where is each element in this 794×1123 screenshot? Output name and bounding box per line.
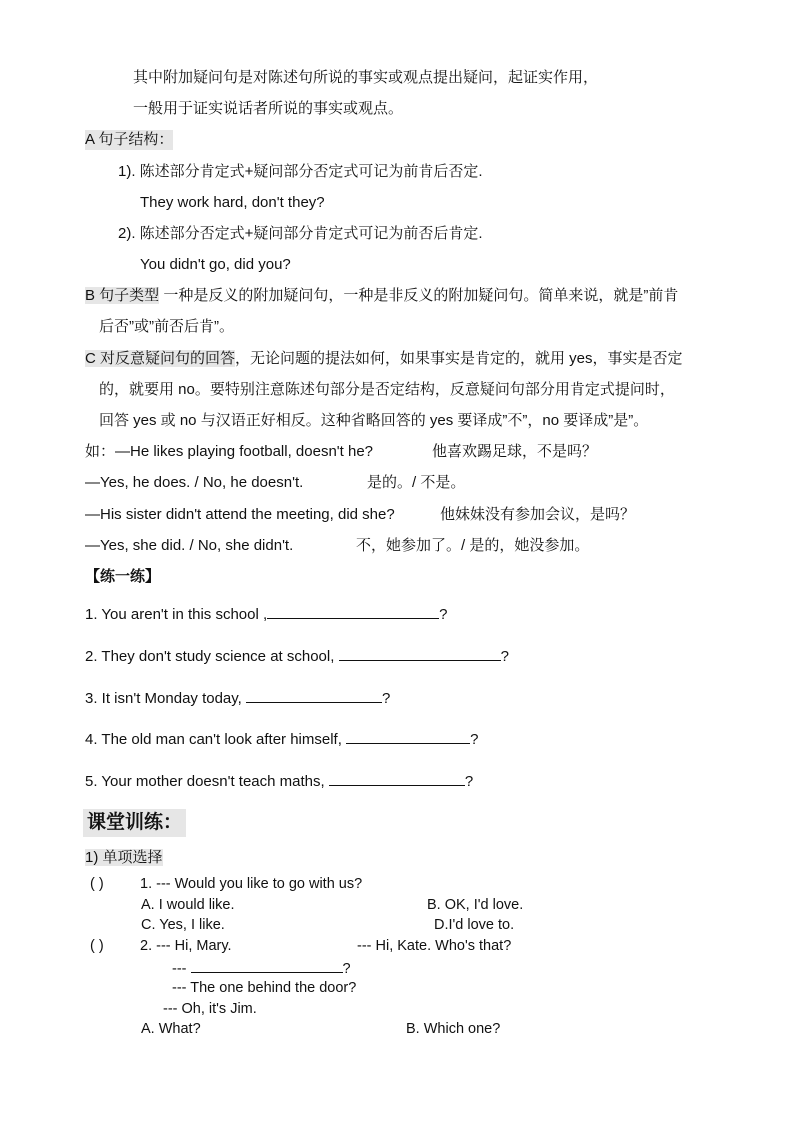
answer-blank-3[interactable] [246, 687, 382, 703]
q2-blank-line: --- ? [172, 957, 351, 979]
practice-heading: 【练一练】 [85, 568, 161, 585]
practice-item-2: 2. They don't study science at school, ? [85, 645, 509, 667]
section-a-item-1: 1). 陈述部分肯定式+疑问部分否定式可记为前肯后否定. [118, 163, 483, 180]
practice-item-4: 4. The old man can't look after himself, ? [85, 728, 478, 750]
section-c-line-3: 回答 yes 或 no 与汉语正好相反。这种省略回答的 yes 要译成”不”，no 要译成”是”。 [99, 412, 649, 429]
example-en-1: 如：—He likes playing football, doesn't he? [85, 443, 374, 460]
section-c-line-2: 的，就要用 no。要特别注意陈述句部分是否定结构，反意疑问句部分用肯定式提问时， [99, 381, 675, 398]
q2-stem: 2. --- Hi, Mary. [140, 938, 232, 954]
section-a-heading: A 句子结构： [85, 131, 174, 148]
section-b-line-2: 后否”或”前否后肯”。 [99, 318, 234, 335]
section-c-line-1 [85, 349, 683, 369]
example-zh-3: 他妹妹没有参加会议，是吗？ [440, 506, 636, 523]
section-a-item-2: 2). 陈述部分否定式+疑问部分肯定式可记为前否后肯定. [118, 225, 483, 242]
example-zh-4: 不，她参加了。/ 是的，她没参加。 [356, 537, 590, 554]
practice-item-1: 1. You aren't in this school , ? [85, 603, 448, 625]
practice-item-5: 5. Your mother doesn't teach maths, ? [85, 770, 473, 792]
intro-line-2: 一般用于证实说话者所说的事实或观点。 [133, 100, 404, 117]
q1-answer-paren[interactable]: ( ) [90, 876, 104, 892]
section-b-label: B 句子类型 [85, 287, 160, 304]
q1-option-c: C. Yes, I like. [141, 917, 225, 933]
section-c-label: C 对反意疑问句的回答 [85, 350, 236, 367]
classroom-heading: 课堂训练： [83, 809, 186, 837]
q1-stem: 1. --- Would you like to go with us? [140, 876, 363, 892]
example-en-2: —Yes, he does. / No, he doesn't. [85, 474, 304, 491]
q1-option-b: B. OK, I'd love. [427, 897, 524, 913]
q2-line-3: --- The one behind the door? [172, 980, 357, 996]
classroom-subheading: 1) 单项选择 [85, 849, 163, 866]
practice-item-3: 3. It isn't Monday today, ? [85, 687, 390, 709]
q2-option-b: B. Which one? [406, 1021, 501, 1037]
answer-blank-4[interactable] [346, 728, 470, 744]
section-b-text-1: 一种是反义的附加疑问句，一种是非反义的附加疑问句。简单来说，就是”前肯 [159, 287, 679, 304]
q2-answer-paren[interactable]: ( ) [90, 938, 104, 954]
example-zh-2: 是的。/ 不是。 [367, 474, 466, 491]
section-a-example-1: They work hard, don't they? [140, 194, 325, 211]
q2-line-4: --- Oh, it's Jim. [163, 1001, 257, 1017]
example-en-3: —His sister didn't attend the meeting, did she? [85, 506, 395, 523]
section-c-text-1: ，无论问题的提法如何，如果事实是肯定的，就用 yes，事实是否定 [235, 350, 683, 367]
answer-blank-1[interactable] [267, 603, 439, 619]
example-zh-1: 他喜欢踢足球，不是吗？ [432, 443, 598, 460]
section-a-example-2: You didn't go, did you? [140, 256, 291, 273]
q1-option-a: A. I would like. [141, 897, 235, 913]
section-b-line-1 [85, 286, 678, 306]
q2-option-a: A. What? [141, 1021, 201, 1037]
example-en-4: —Yes, she did. / No, she didn't. [85, 537, 294, 554]
intro-line-1: 其中附加疑问句是对陈述句所说的事实或观点提出疑问，起证实作用， [133, 69, 599, 86]
q2-reply: --- Hi, Kate. Who's that? [357, 938, 512, 954]
q2-answer-blank[interactable] [191, 957, 343, 973]
q1-option-d: D.I'd love to. [434, 917, 515, 933]
answer-blank-5[interactable] [329, 770, 465, 786]
answer-blank-2[interactable] [339, 645, 501, 661]
